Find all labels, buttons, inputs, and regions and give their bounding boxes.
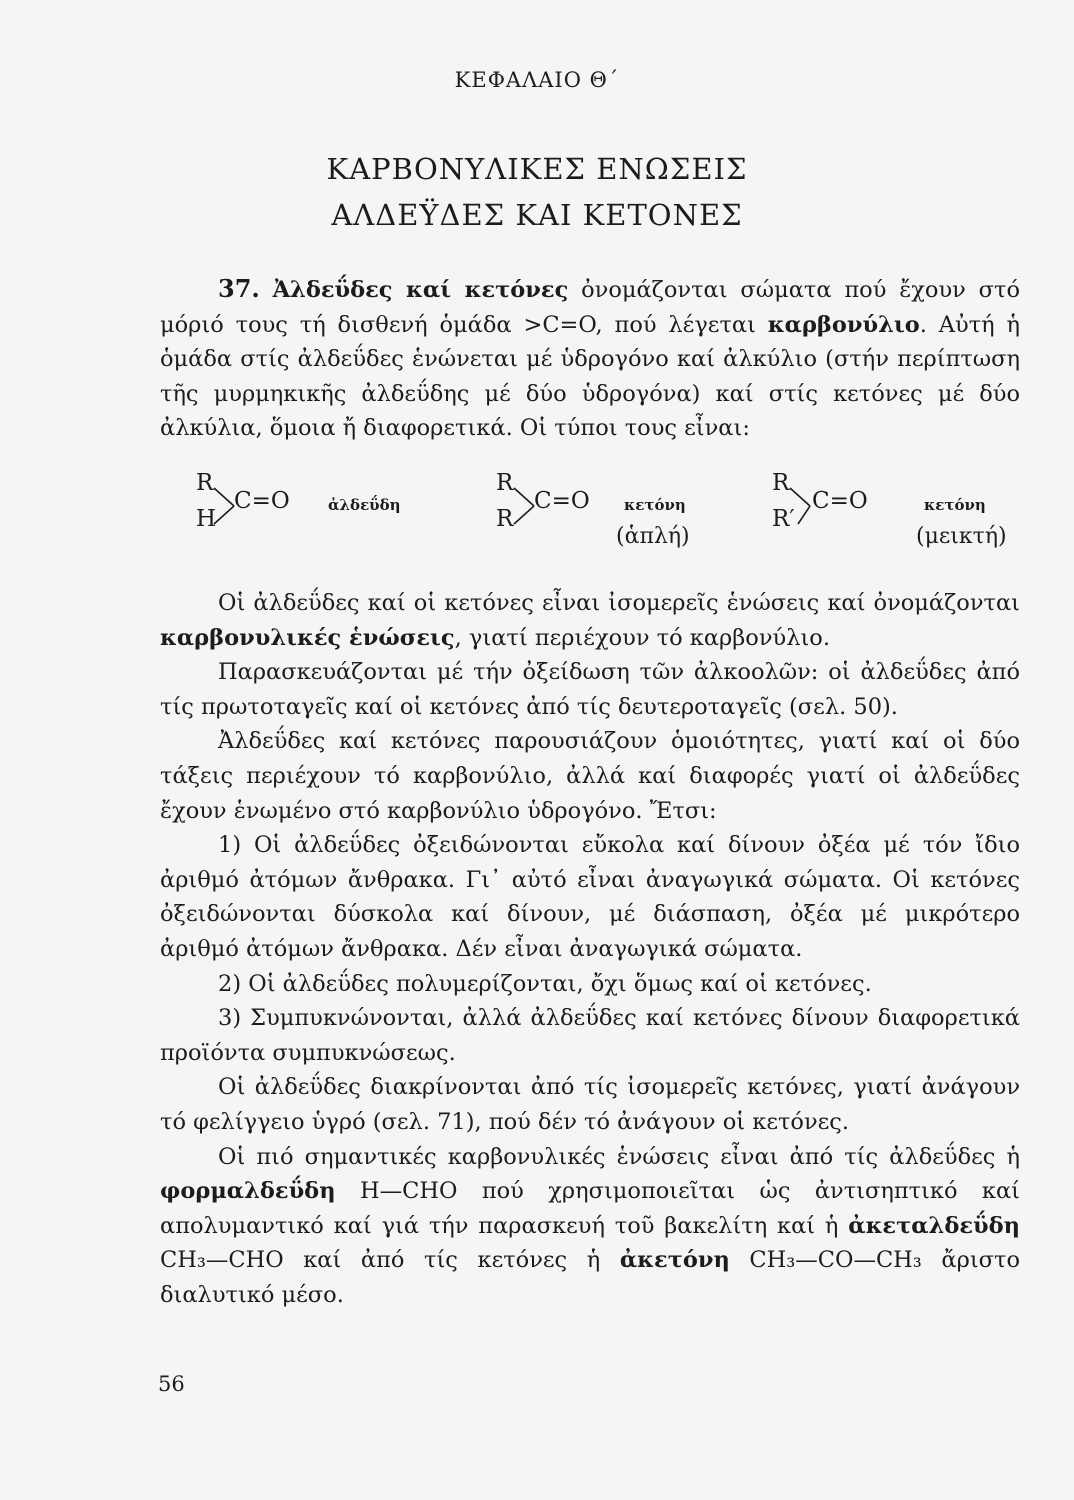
paragraph-text: Οἱ πιό σημαντικές καρβονυλικές ἑνώσεις εἶναι ἀπό τίς ἀλδεΰδες ἡ <box>218 1143 1020 1170</box>
formula-r-prime-bottom: R′ <box>772 506 795 532</box>
paragraph-preparation: Παρασκευάζονται μέ τήν ὀξείδωση τῶν ἀλκοολῶν: οἱ ἀλδεΰδες ἀπό τίς πρωτοταγεῖς καί οἱ κετόνες ἀπό τίς δευτεροταγεῖς (σελ. 50). <box>160 659 1020 720</box>
formula-r-top: R <box>772 470 790 496</box>
formula-label: ἀλδεΰδη <box>328 496 401 514</box>
term-acetone: ἀκετόνη <box>619 1247 730 1274</box>
paragraph-fehling: Οἱ ἀλδεΰδες διακρίνονται ἀπό τίς ἰσομερεῖς κετόνες, γιατί ἀνάγουν τό φελίγγειο ὑγρό (σελ. 71), πού δέν τό ἀνάγουν οἱ κετόνες. <box>160 1074 1020 1135</box>
paragraph-text: CH₃—CHO καί ἀπό τίς κετόνες ἡ <box>160 1247 620 1274</box>
paragraph-text: , γιατί περιέχουν τό καρβονύλιο. <box>454 624 830 651</box>
paragraph-similarities: Ἀλδεΰδες καί κετόνες παρουσιάζουν ὁμοιότητες, γιατί καί οἱ δύο τάξεις περιέχουν τό καρβονύλιο, ἀλλά καί διαφορές γιατί οἱ ἀλδεΰδες ἔχουν ἑνωμένο στό καρβονύλιο ὑδρογόνο. Ἔτσι: <box>160 728 1020 824</box>
term-carbonyl-compounds: καρβονυλικές ἑνώσεις <box>160 624 455 651</box>
formula-r-top: R <box>496 470 514 496</box>
paragraph-isomers <box>160 586 1020 655</box>
paragraph-text: Οἱ ἀλδεΰδες καί οἱ κετόνες εἶναι ἰσομερεῖς ἑνώσεις καί ὀνομάζονται <box>218 590 1020 616</box>
term-carbonyl: καρβονύλιο <box>767 311 920 338</box>
body-text <box>160 586 1020 1312</box>
paragraph-text: . Αὐτή ἡ ὁμάδα στίς ἀλδεΰδες ἑνώνεται μέ ὑδρογόνο καί ἀλκύλιο (στήν περίπτωση τῆς μυρμηκικῆς ἀλδεΰδης μέ δύο ὑδρογόνα) καί στίς κετόνες μέ δύο ἀλκύλια, ὅμοια ἤ διαφορετικά. Οἱ τύποι τους εἶναι: <box>160 311 1020 442</box>
structural-formulas <box>160 470 1040 570</box>
list-item-1: 1) Οἱ ἀλδεΰδες ὀξειδώνονται εὔκολα καί δίνουν ὀξέα μέ τόν ἴδιο ἀριθμό ἀτόμων ἄνθρακα. Γι᾽ αὐτό εἶναι ἀναγωγικά σώματα. Οἱ κετόνες ὀξειδώνονται δύσκολα καί δίνουν, μέ διάσπαση, ὀξέα μέ μικρότερο ἀριθμό ἀτόμων ἄνθρακα. Δέν εἶναι ἀναγωγικά σώματα. <box>160 832 1020 962</box>
section-number: 37. <box>218 274 260 303</box>
list-item-3: 3) Συμπυκνώνονται, ἀλλά ἀλδεΰδες καί κετόνες δίνουν διαφορετικά προϊόντα συμπυκνώσεως. <box>160 1005 1020 1066</box>
formula-label: κετόνη <box>924 496 986 514</box>
formula-sublabel: (ἁπλή) <box>616 524 690 549</box>
formula-h-bottom: H <box>196 506 217 532</box>
chapter-title-line1: ΚΑΡΒΟΝΥΛΙΚΕΣ ΕΝΩΣΕΙΣ <box>326 152 748 186</box>
paragraph-37 <box>160 272 1020 446</box>
paragraph-text: ὀνομάζονται σώματα πού ἔχουν στό μόριό τους τή δισθενή ὁμάδα >C=O, πού λέγεται <box>160 277 1020 338</box>
paragraph-text: H—CHO πού χρησιμοποιεῖται ὡς ἀντισηπτικό καί απολυμαντικό καί γιά τήν παρασκευή τοῦ βακελίτη καί ἡ <box>160 1178 1020 1239</box>
term-aldehydes-ketones: Ἀλδεΰδες καί κετόνες <box>272 277 569 303</box>
formula-sublabel: (μεικτή) <box>916 524 1007 549</box>
formula-label: κετόνη <box>624 496 686 514</box>
term-formaldehyde: φορμαλδεΰδη <box>160 1178 336 1205</box>
carbonyl-group: C=O <box>234 488 290 514</box>
carbonyl-group: C=O <box>534 488 590 514</box>
paragraph-text: CH₃—CO—CH₃ ἄριστο διαλυτικό μέσο. <box>160 1247 1020 1308</box>
term-acetaldehyde: ἀκεταλδεΰδη <box>848 1212 1020 1239</box>
formula-r-bottom: R <box>496 506 514 532</box>
carbonyl-group: C=O <box>812 488 868 514</box>
list-item-2: 2) Οἱ ἀλδεΰδες πολυμερίζονται, ὄχι ὅμως καί οἱ κετόνες. <box>218 970 872 997</box>
chapter-header: ΚΕΦΑΛΑΙΟ Θ΄ <box>454 68 620 92</box>
page-number: 56 <box>158 1372 185 1396</box>
formula-r-top: R <box>196 470 214 496</box>
chapter-title-line2: ΑΛΔΕΫΔΕΣ ΚΑΙ ΚΕΤΟΝΕΣ <box>331 198 743 232</box>
paragraph-important-compounds <box>160 1140 1020 1313</box>
